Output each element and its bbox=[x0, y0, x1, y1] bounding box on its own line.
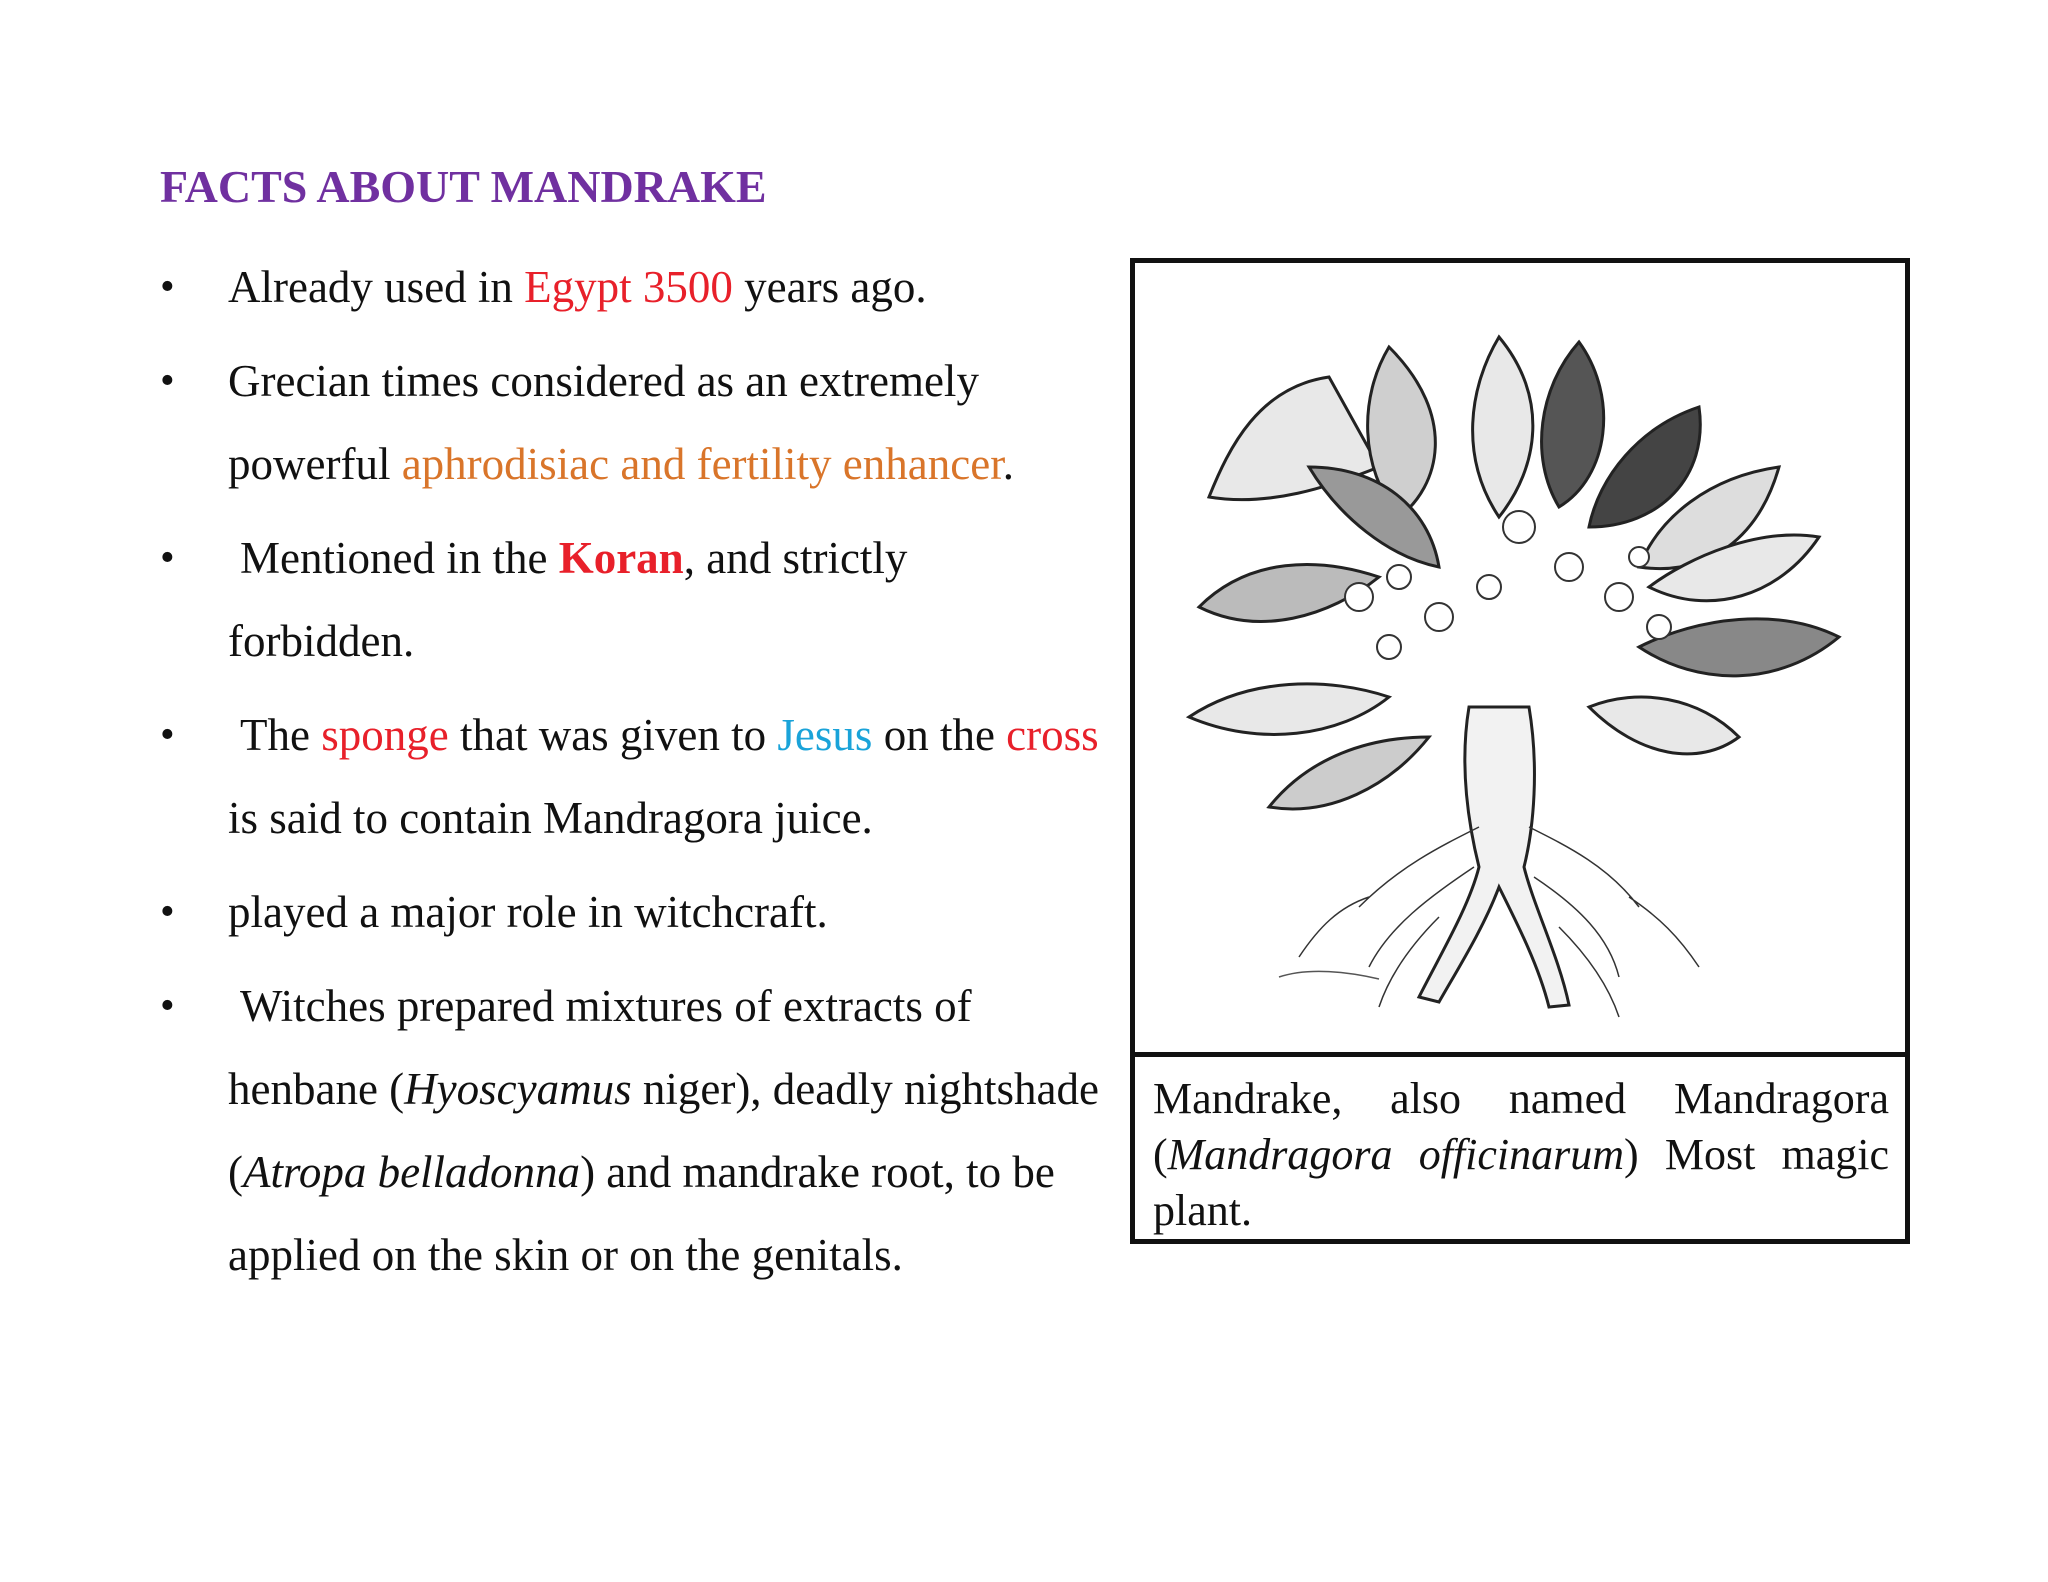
facts-list bbox=[160, 246, 1100, 1308]
root bbox=[1419, 707, 1569, 1007]
text: Mandrake, also named Mandragora ( bbox=[1153, 1074, 1889, 1179]
list-item bbox=[160, 965, 1100, 1297]
text: Mentioned in the bbox=[240, 533, 559, 583]
leaf bbox=[1189, 684, 1389, 735]
flower bbox=[1477, 575, 1501, 599]
flower bbox=[1629, 547, 1649, 567]
highlight-jesus: Jesus bbox=[777, 710, 873, 760]
text: Witches prepared mixtures of extracts of henbane ( bbox=[228, 981, 972, 1114]
highlight-cross: cross bbox=[1006, 710, 1099, 760]
highlight-egypt: Egypt 3500 bbox=[524, 262, 733, 312]
text: niger), deadly nightshade ( bbox=[228, 1064, 1099, 1197]
page-title: FACTS ABOUT MANDRAKE bbox=[160, 161, 767, 212]
text: Already used in bbox=[228, 262, 525, 312]
text: is said to contain Mandragora juice. bbox=[228, 793, 873, 843]
flower bbox=[1387, 565, 1411, 589]
figure-caption bbox=[1130, 1052, 1910, 1244]
text: The bbox=[240, 710, 322, 760]
signature bbox=[1279, 971, 1379, 979]
flower bbox=[1647, 615, 1671, 639]
flower bbox=[1377, 635, 1401, 659]
leaf bbox=[1589, 697, 1739, 754]
text: ) and mandrake root, to be applied on the skin or on the genitals. bbox=[228, 1147, 1055, 1280]
highlight-aphrodisiac: aphrodisiac and fertility enhancer bbox=[401, 439, 1003, 489]
mandrake-figure bbox=[1130, 258, 1910, 1138]
mandrake-illustration bbox=[1139, 267, 1901, 1053]
highlight-koran: Koran bbox=[558, 533, 684, 583]
text: on the bbox=[872, 710, 1007, 760]
text: played a major role in witchcraft. bbox=[228, 887, 828, 937]
flower bbox=[1605, 583, 1633, 611]
leaf bbox=[1542, 342, 1604, 507]
text: . bbox=[1002, 439, 1014, 489]
list-item bbox=[160, 340, 1100, 506]
flower bbox=[1503, 511, 1535, 543]
list-item bbox=[160, 517, 1100, 683]
italic-atropa: Atropa belladonna bbox=[243, 1147, 581, 1197]
list-item bbox=[160, 694, 1100, 860]
flower bbox=[1425, 603, 1453, 631]
italic-species: Mandragora officinarum bbox=[1167, 1130, 1625, 1179]
flower bbox=[1555, 553, 1583, 581]
text: ) Most magic plant. bbox=[1153, 1130, 1889, 1235]
italic-hyoscyamus: Hyoscyamus bbox=[404, 1064, 632, 1114]
text: , and strictly forbidden. bbox=[228, 533, 908, 666]
flower bbox=[1345, 583, 1373, 611]
highlight-sponge: sponge bbox=[321, 710, 449, 760]
list-item bbox=[160, 246, 1100, 329]
text: that was given to bbox=[448, 710, 778, 760]
list-item bbox=[160, 871, 1100, 954]
text: years ago. bbox=[732, 262, 927, 312]
leaf bbox=[1473, 337, 1533, 517]
text: Grecian times considered as an extremely powerful bbox=[228, 356, 979, 489]
leaf bbox=[1269, 737, 1429, 809]
